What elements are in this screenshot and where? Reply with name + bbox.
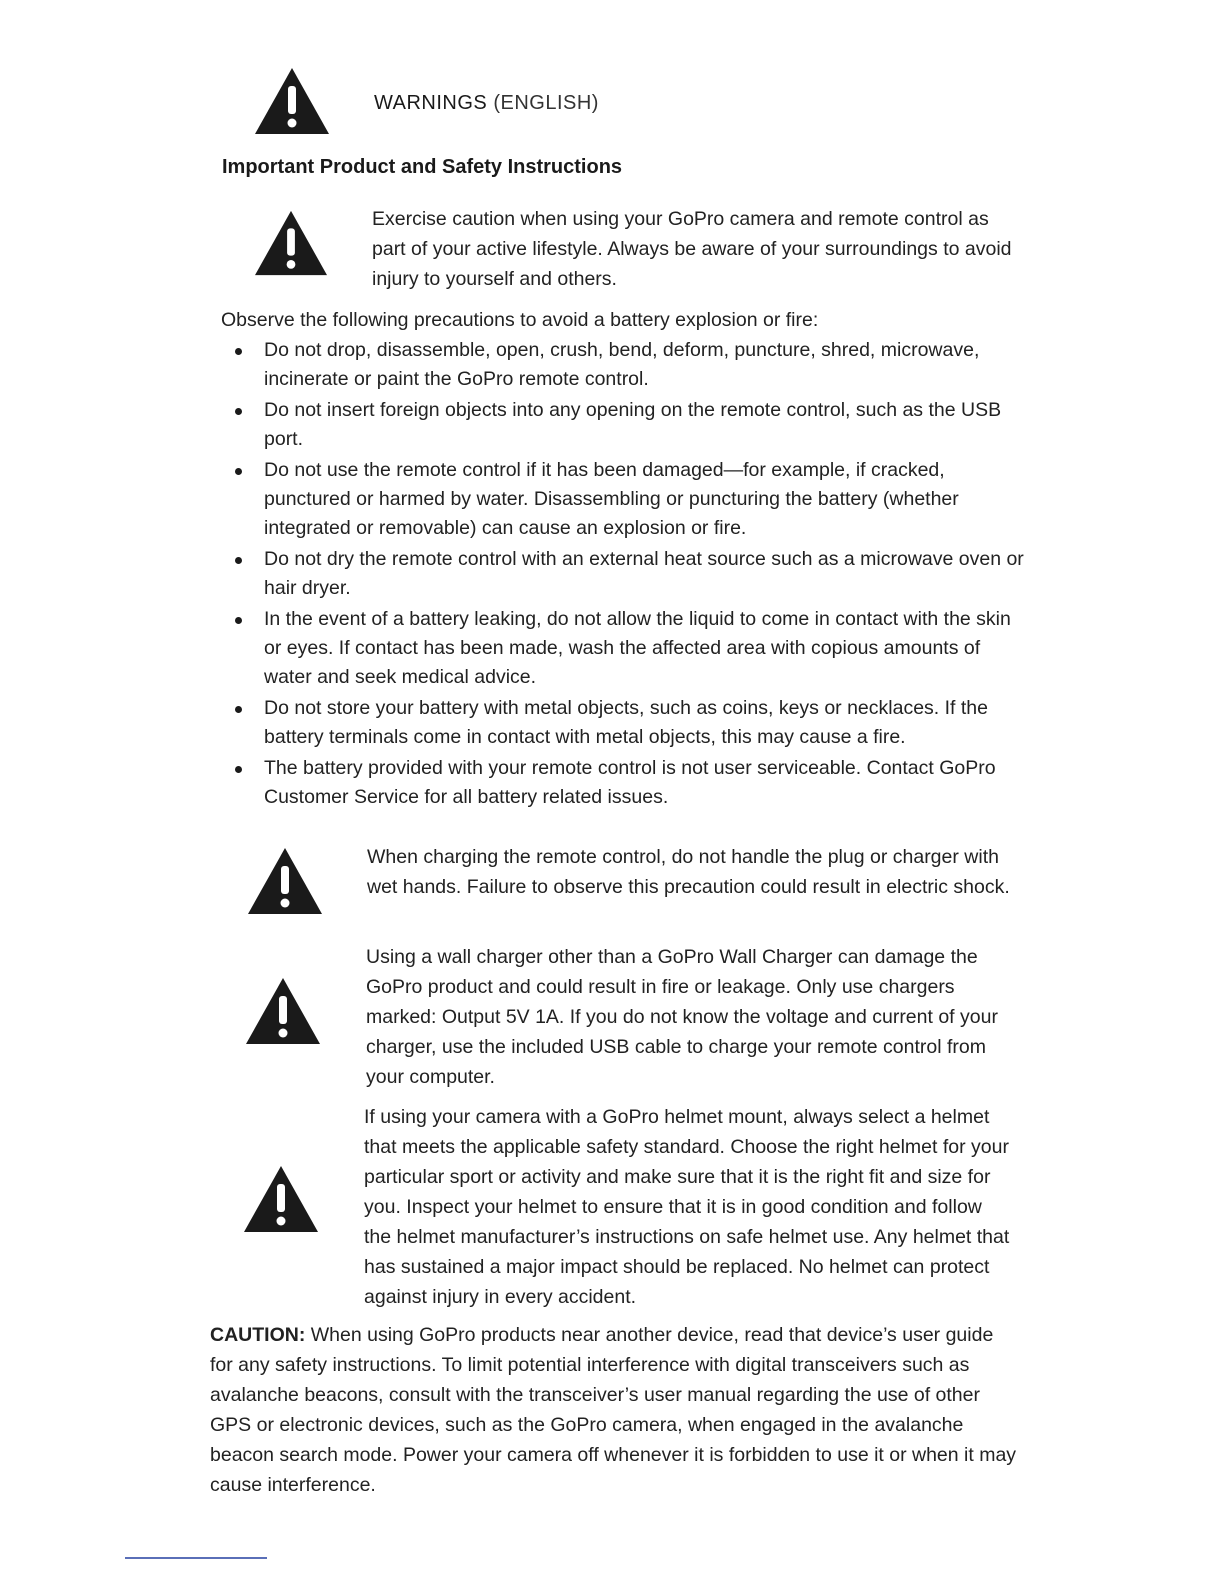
wall-charger-warning-paragraph: Using a wall charger other than a GoPro Wall Charger can damage the GoPro product and could result in fire or leakage. Only use chargers marked: Output 5V 1A. If you do not know the voltage and current of your charger, use the included USB cable to charge your remote control from your computer.	[366, 946, 998, 1088]
section-subtitle: Important Product and Safety Instructions	[222, 156, 623, 178]
warning-triangle-icon	[255, 210, 327, 276]
caution-paragraph	[210, 1320, 1020, 1500]
warning-triangle-icon	[248, 848, 322, 914]
list-item: The battery provided with your remote control is not user serviceable. Contact GoPro Customer Service for all battery related issues.	[224, 754, 1024, 812]
warning-triangle-icon	[246, 978, 320, 1044]
warning-triangle-icon	[244, 1166, 318, 1232]
page-title	[374, 92, 599, 115]
warnings-heading: WARNINGS	[374, 92, 488, 114]
helmet-warning-paragraph: If using your camera with a GoPro helmet mount, always select a helmet that meets the applicable safety standard. Choose the right helmet for your particular sport or activity and make sure that it is the right fit and size for you. Inspect your helmet to ensure that it is in good condition and follow the helmet manufacturer’s instructions on safe helmet use. Any helmet that has sustained a major impact should be replaced. No helmet can protect against injury in every accident.	[364, 1106, 1010, 1308]
charging-warning-paragraph: When charging the remote control, do not handle the plug or charger with wet hands. Failure to observe this precaution could result in electric shock.	[367, 846, 1010, 898]
battery-lead-paragraph: Observe the following precautions to avoid a battery explosion or fire:	[221, 309, 819, 331]
list-item: In the event of a battery leaking, do not allow the liquid to come in contact with the skin or eyes. If contact has been made, wash the affected area with copious amounts of water and seek medical advice.	[224, 605, 1024, 692]
warning-triangle-icon	[255, 68, 329, 134]
list-item: Do not insert foreign objects into any opening on the remote control, such as the USB port.	[224, 396, 1024, 454]
footnote-rule	[125, 1557, 267, 1559]
list-item: Do not use the remote control if it has been damaged—for example, if cracked, punctured or harmed by water. Disassembling or puncturing the battery (whether integrated or removable) can cause an explosion or fire.	[224, 456, 1024, 543]
list-item: Do not dry the remote control with an external heat source such as a microwave oven or hair dryer.	[224, 545, 1024, 603]
list-item: Do not store your battery with metal objects, such as coins, keys or necklaces. If the battery terminals come in contact with metal objects, this may cause a fire.	[224, 694, 1024, 752]
list-item: Do not drop, disassemble, open, crush, bend, deform, puncture, shred, microwave, incinerate or paint the GoPro remote control.	[224, 336, 1024, 394]
intro-paragraph: Exercise caution when using your GoPro camera and remote control as part of your active lifestyle. Always be aware of your surroundings to avoid injury to yourself and others.	[372, 208, 1012, 290]
battery-precautions-list	[224, 336, 1024, 814]
language-label: (ENGLISH)	[493, 92, 599, 114]
caution-label: CAUTION:	[210, 1324, 306, 1346]
caution-text: When using GoPro products near another device, read that device’s user guide for any safety instructions. To limit potential interference with digital transceivers such as avalanche beacons, consult with the transceiver’s user manual regarding the use of other GPS or electronic devices, such as the GoPro camera, when engaged in the avalanche beacon search mode. Power your camera off whenever it is forbidden to use it or when it may cause interference.	[210, 1324, 1017, 1496]
